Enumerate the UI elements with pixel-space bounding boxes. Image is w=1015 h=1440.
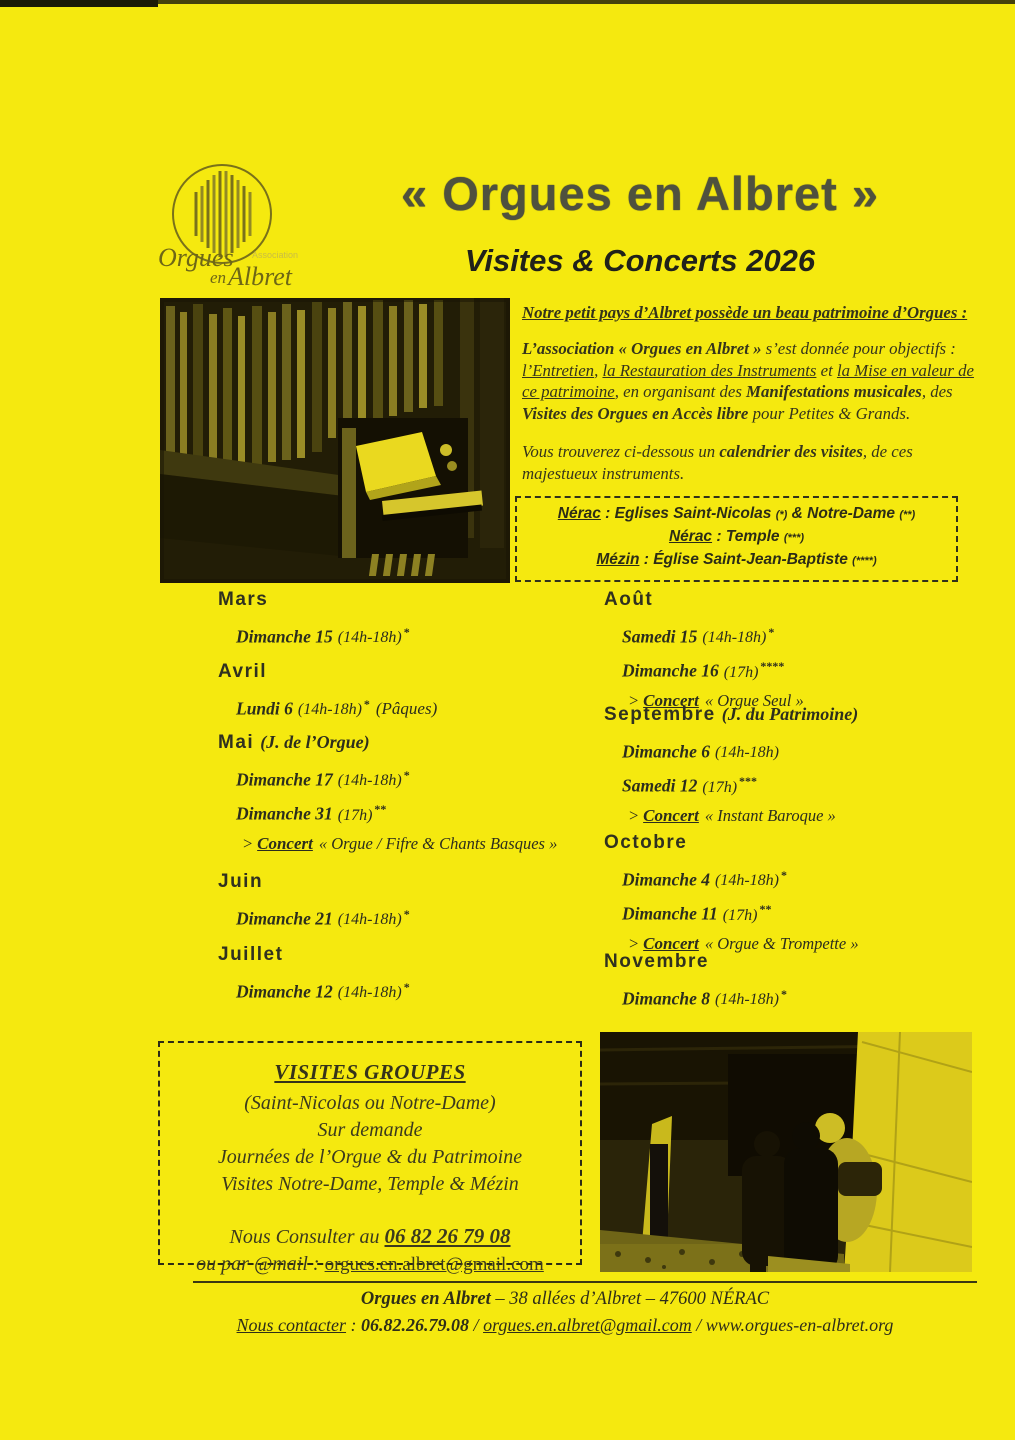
event-day: Dimanche 31 (236, 803, 333, 824)
month-avril (218, 661, 558, 724)
month-note: (J. du Patrimoine) (721, 704, 859, 724)
month-juillet (218, 944, 558, 1007)
intro-assoc-name: L’association « Orgues en Albret » (522, 339, 762, 358)
visitors-photo (600, 1032, 972, 1272)
title-block (300, 166, 980, 279)
event-time: (14h-18h) (297, 701, 362, 719)
groups-mail-prefix: ou par @mail : (196, 1253, 325, 1275)
event-day: Dimanche 21 (236, 908, 333, 929)
visites-groupes-box (158, 1041, 582, 1275)
venue-text: : Temple (712, 528, 784, 545)
footer-contact-line (165, 1313, 965, 1337)
month-mai (218, 732, 558, 858)
footer-street: 38 allées d’Albret (509, 1289, 642, 1309)
venue-stars: (***) (783, 532, 805, 544)
event-time: (17h) (337, 806, 373, 824)
event-note: (Pâques) (375, 699, 438, 719)
month-name: Juillet (218, 944, 284, 965)
photo-stop-knob-2 (447, 461, 457, 471)
intro-paragraph-1 (522, 338, 982, 424)
month-novembre (604, 951, 984, 1014)
event-day: Dimanche 15 (236, 626, 333, 647)
event-stars: **** (760, 659, 785, 674)
concert-row (218, 830, 558, 858)
venue-line-nerac-eglises (525, 503, 948, 526)
month-note: (J. de l’Orgue) (260, 732, 370, 752)
venue-city: Mézin (596, 551, 640, 568)
orgues-en-albret-logo (156, 156, 308, 294)
event-stars: * (780, 868, 787, 882)
concert-title: « Orgue Seul » (704, 690, 804, 710)
intro-bold-calendrier: calendrier des visites (719, 442, 863, 461)
venue-text: : Eglises Saint-Nicolas (600, 505, 776, 522)
intro-bold-manifestations: Manifestations musicales (746, 382, 922, 401)
month-name (604, 704, 984, 726)
month-juin (218, 871, 558, 934)
event-time: (14h-18h) (337, 772, 402, 790)
intro-bold-visites: Visites des Orgues en Accès libre (522, 403, 749, 423)
intro-text: , des (921, 382, 953, 401)
venue-stars: (****) (852, 555, 877, 567)
groups-contact-line (160, 1223, 580, 1251)
event-stars: * (403, 907, 410, 921)
event-row (604, 980, 984, 1014)
groups-line-journees: Journées de l’Orgue & du Patrimoine (217, 1146, 523, 1168)
event-row (604, 895, 984, 929)
event-row (218, 973, 558, 1007)
venue-text: & Notre-Dame (787, 505, 900, 522)
venue-text: : Église Saint-Jean-Baptiste (639, 551, 853, 568)
footer-org-name: Orgues en Albret (360, 1289, 491, 1309)
month-aout (604, 589, 984, 715)
event-row (218, 618, 558, 652)
month-name-text: Septembre (604, 704, 716, 725)
month-name: Avril (218, 661, 268, 682)
intro-text: , en organisant des (614, 382, 747, 401)
concert-arrow: > (628, 690, 640, 710)
footer-email: orgues.en.albret@gmail.com (483, 1315, 692, 1335)
event-time: (14h-18h) (337, 911, 402, 929)
event-time: (14h-18h) (715, 991, 779, 1009)
event-time: (14h-18h) (702, 629, 767, 647)
event-day: Dimanche 17 (236, 769, 333, 790)
event-row (604, 652, 984, 686)
event-day: Dimanche 4 (622, 869, 710, 890)
photo-stop-knob-1 (440, 444, 452, 456)
event-time: (14h-18h) (715, 872, 779, 890)
concert-label: Concert (643, 690, 699, 710)
concert-arrow: > (628, 933, 640, 953)
event-day: Dimanche 12 (236, 981, 333, 1002)
photo-far-figure (650, 1144, 668, 1240)
footer-address-line (165, 1287, 965, 1311)
event-row (604, 618, 984, 652)
event-day: Samedi 12 (622, 775, 698, 796)
event-stars: * (403, 625, 410, 639)
groups-email: orgues.en.albret@gmail.com (324, 1254, 544, 1275)
month-name: Octobre (604, 832, 688, 853)
venue-line-nerac-temple (525, 526, 948, 549)
groups-contact-prefix: Nous Consulter au (229, 1226, 385, 1248)
groups-phone: 06 82 26 79 08 (384, 1224, 511, 1248)
month-name-text: Mai (218, 732, 255, 753)
event-day: Dimanche 8 (622, 988, 710, 1009)
event-day: Samedi 15 (622, 626, 698, 647)
event-time: (17h) (702, 778, 738, 796)
venue-city: Nérac (557, 505, 601, 522)
event-day: Dimanche 11 (622, 903, 718, 924)
footer-separator: – (641, 1289, 660, 1309)
page-subtitle: Visites & Concerts 2026 (464, 243, 816, 278)
event-stars: * (768, 625, 775, 639)
footer-city: 47600 NÉRAC (659, 1289, 770, 1309)
venue-stars: (**) (899, 509, 916, 521)
footer-divider (193, 1281, 977, 1283)
event-time: (14h-18h) (337, 629, 402, 647)
month-mars (218, 589, 558, 652)
logo-word-orgues: Orgues (158, 243, 234, 272)
month-name: Mars (218, 589, 269, 610)
logo-word-albret: Albret (228, 262, 293, 291)
event-stars: * (403, 980, 410, 994)
logo-word-en: en (210, 268, 227, 287)
intro-paragraph-2 (522, 441, 982, 484)
venue-city: Nérac (668, 528, 713, 545)
footer-text: / (469, 1315, 484, 1335)
event-stars: *** (739, 774, 758, 789)
event-row (218, 761, 558, 795)
footer-contact-label: Nous contacter (236, 1315, 347, 1335)
concert-title: « Orgue / Fifre & Chants Basques » (318, 833, 558, 853)
intro-text: s’est donnée pour objectifs : (761, 339, 956, 358)
event-stars: * (780, 987, 787, 1001)
groups-line-demande: Sur demande (317, 1119, 423, 1141)
concert-arrow: > (242, 833, 254, 853)
groups-title: VISITES GROUPES (274, 1060, 466, 1084)
intro-objective-3: la Mise en valeur de ce patrimoine (522, 360, 974, 401)
intro-text: et (816, 360, 837, 380)
event-stars: ** (759, 902, 772, 917)
month-name (218, 732, 558, 754)
event-time: (14h-18h) (337, 984, 402, 1002)
intro-text: , de ces majestueux instruments. (522, 442, 913, 483)
month-name: Juin (218, 871, 264, 892)
month-septembre (604, 704, 984, 830)
concert-arrow: > (628, 805, 640, 825)
event-row (218, 690, 558, 724)
footer-text: / (691, 1315, 706, 1335)
organ-console-photo (160, 298, 510, 583)
footer-separator: – (490, 1289, 510, 1309)
event-day: Dimanche 6 (622, 741, 710, 762)
venues-box (515, 496, 958, 582)
event-day: Dimanche 16 (622, 660, 719, 681)
event-time: (14h-18h) (715, 744, 779, 762)
venue-stars: (*) (775, 509, 788, 521)
event-stars: ** (374, 802, 387, 817)
footer-website: www.orgues-en-albret.org (705, 1315, 894, 1335)
concert-title: « Orgue & Trompette » (704, 933, 859, 953)
intro-headline: Notre petit pays d’Albret possède un beau patrimoine d’Orgues : (522, 303, 968, 322)
concert-row (604, 802, 984, 830)
concert-title: « Instant Baroque » (704, 805, 836, 825)
event-row (604, 767, 984, 801)
month-name: Août (604, 589, 654, 610)
intro-objective-1: l’Entretien (522, 360, 595, 380)
event-time: (17h) (723, 663, 759, 681)
month-name: Novembre (604, 951, 709, 972)
concert-label: Concert (643, 805, 699, 825)
event-day: Lundi 6 (236, 698, 293, 719)
event-stars: * (403, 768, 410, 782)
groups-line-churches: (Saint-Nicolas ou Notre-Dame) (244, 1092, 496, 1114)
footer-text: : (346, 1315, 362, 1335)
event-row (218, 900, 558, 934)
groups-line-visites: Visites Notre-Dame, Temple & Mézin (221, 1173, 519, 1195)
month-octobre (604, 832, 984, 958)
page-title: « Orgues en Albret » (401, 167, 879, 220)
intro-objective-2: la Restauration des Instruments (602, 360, 817, 380)
event-stars: * (363, 697, 370, 711)
event-row (604, 733, 984, 767)
concert-label: Concert (643, 933, 699, 953)
footer (165, 1287, 965, 1337)
footer-phone: 06.82.26.79.08 (361, 1315, 470, 1335)
intro-text: pour Petites & Grands. (748, 403, 911, 423)
groups-email-line (160, 1251, 580, 1278)
concert-label: Concert (257, 833, 313, 853)
event-row (604, 861, 984, 895)
intro-section (522, 302, 982, 501)
logo-association-text: Association (252, 250, 299, 260)
intro-text: , (594, 360, 603, 380)
intro-text: Vous trouverez ci-dessous un (522, 442, 720, 461)
event-time: (17h) (722, 906, 758, 924)
scan-artifact-corner (0, 0, 158, 7)
photo-bench-post (342, 428, 356, 558)
venue-line-mezin (525, 549, 948, 572)
event-row (218, 795, 558, 829)
